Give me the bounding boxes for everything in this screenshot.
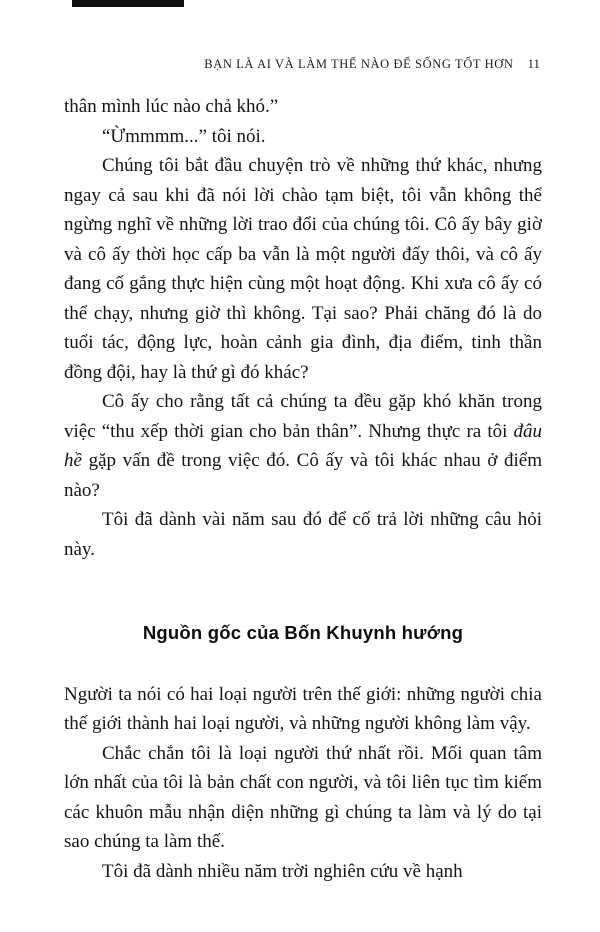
paragraph-6: Người ta nói có hai loại người trên thế giới: những người chia thế giới thành hai loại người, và những người không làm vậy. [64, 683, 542, 734]
running-head [65, 56, 540, 72]
paragraph-4 [64, 387, 542, 505]
page-body [64, 92, 542, 886]
paragraph-7: Chắc chắn tôi là loại người thứ nhất rồi. Mối quan tâm lớn nhất của tôi là bản chất con người, và tôi liên tục tìm kiếm các khuôn mẫu nhận diện những gì chúng ta làm và lý do tại sao chúng ta làm thế. [64, 742, 542, 852]
paragraph-5: Tôi đã dành vài năm sau đó để cố trả lời những câu hỏi này. [64, 509, 542, 560]
paragraph-8: Tôi đã dành nhiều năm trời nghiên cứu về hạnh [102, 860, 463, 882]
paragraph-continuation: thân mình lúc nào chả khó.” [64, 96, 279, 117]
paragraph-3: Chúng tôi bắt đầu chuyện trò về những thứ khác, nhưng ngay cả sau khi đã nói lời chào tạm biệt, tôi vẫn không thể ngừng nghĩ về những lời trao đổi của chúng tôi. Cô ấy bây giờ và cô ấy thời học cấp ba vẫn là một người đấy thôi, và cô ấy đang cố gắng thực hiện cùng một hoạt động. Khi xưa cô ấy có thể chạy, nhưng giờ thì không. Tại sao? Phải chăng đó là do tuổi tác, động lực, hoàn cảnh gia đình, địa điểm, tinh thần đồng đội, hay là thứ gì đó khác? [64, 155, 542, 383]
paragraph-4-pre: Cô ấy cho rằng tất cả chúng ta đều gặp khó khăn trong việc “thu xếp thời gian cho bản thân”. Nhưng thực ra tôi [64, 391, 542, 442]
section-heading: Nguồn gốc của Bốn Khuynh hướng [142, 622, 464, 643]
scan-artifact-bar [72, 0, 184, 7]
paragraph-dialogue: “Ừmmmm...” tôi nói. [102, 125, 266, 147]
page-number: 11 [527, 56, 540, 71]
paragraph-4-italic: đâu hề [64, 420, 542, 471]
running-head-title: BẠN LÀ AI VÀ LÀM THẾ NÀO ĐỂ SỐNG TỐT HƠN [204, 57, 514, 71]
paragraph-4-post: gặp vấn đề trong việc đó. Cô ấy và tôi khác nhau ở điểm nào? [64, 450, 542, 501]
